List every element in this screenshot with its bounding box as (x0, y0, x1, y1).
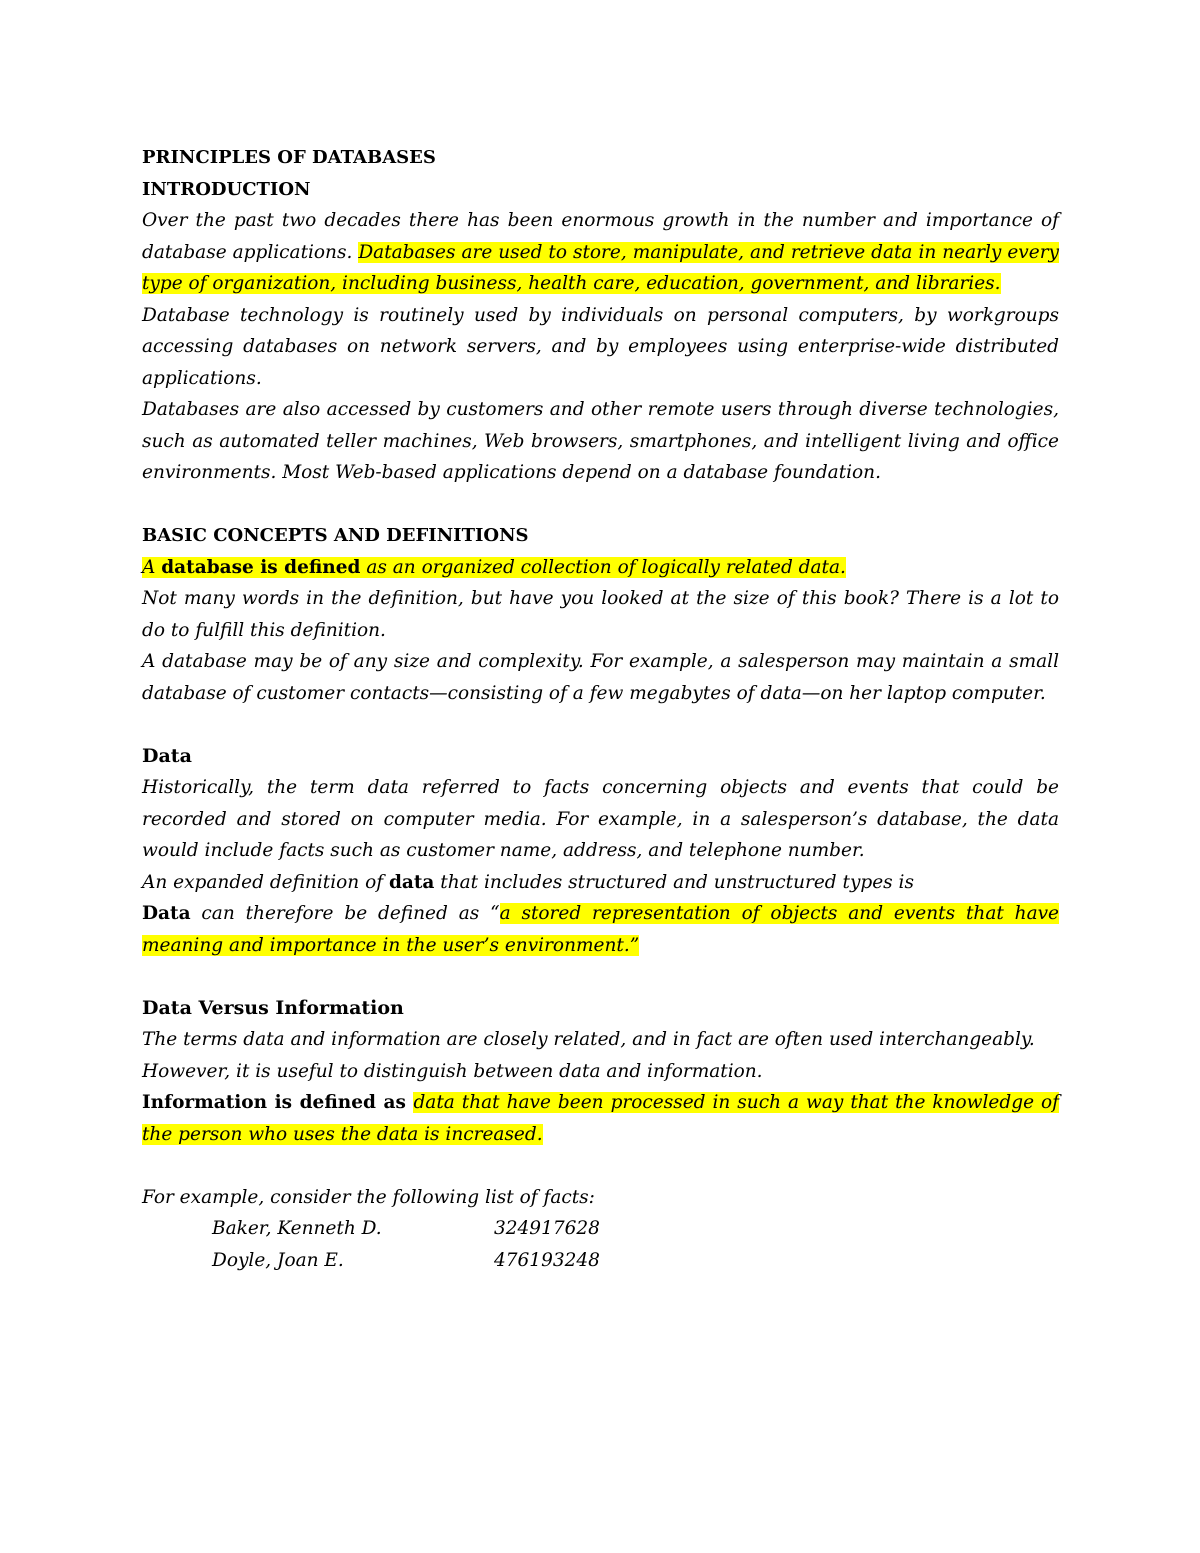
spacer (142, 709, 1059, 741)
definition-term: database is defined (161, 556, 361, 578)
intro-p1-highlight: Databases are used to store, manipulate, and retrieve data in nearly every type of organization, including business, health care, education, government, and libraries. (142, 241, 1059, 294)
definition-prefix: A (142, 556, 162, 578)
information-definition-term: Information is defined as (142, 1092, 414, 1113)
document-body (142, 142, 1059, 1276)
basic-paragraph-3: A database may be of any size and complexity. For example, a salesperson may maintain a small database of customer contacts—consisting of a few megabytes of data—on her laptop computer. (142, 651, 1059, 704)
fact-number: 324917628 (494, 1218, 600, 1239)
intro-paragraph-2: Database technology is routinely used by individuals on personal computers, by workgroups accessing databases on network servers, and by employees using enterprise-wide distributed applications. (142, 304, 1059, 389)
dvi-paragraph-1: The terms data and information are closely related, and in fact are often used interchangeably. (142, 1029, 1035, 1050)
data-vs-information-heading: Data Versus Information (142, 996, 404, 1019)
information-definition (142, 1087, 1059, 1150)
intro-p1-text: Over the past two decades there has been enormous growth in the number and importance of database applications. (142, 210, 1059, 263)
fact-number: 476193248 (494, 1249, 600, 1271)
fact-name: Baker, Kenneth D. (212, 1218, 382, 1239)
data-paragraph-1: Historically, the term data referred to facts concerning objects and events that could be recorded and stored on computer media. For example, in a salesperson’s database, the data would include facts such as customer name, address, and telephone number. (142, 777, 1059, 861)
dvi-paragraph-2: However, it is useful to distinguish between data and information. (142, 1060, 763, 1082)
data-definition-term: Data (142, 903, 191, 924)
data-definition-text: can therefore be defined as “ (190, 903, 500, 924)
data-p2-text-b: that includes structured and unstructured types is (434, 871, 914, 893)
database-definition-highlight (142, 557, 846, 578)
document-title: PRINCIPLES OF DATABASES (142, 147, 436, 168)
intro-paragraph-1 (142, 205, 1059, 300)
introduction-heading: INTRODUCTION (142, 178, 311, 200)
intro-paragraph-3: Databases are also accessed by customers and other remote users through diverse technologies, such as automated teller machines, Web browsers, smartphones, and intelligent living and office environments. Most Web-based applications depend on a database foundation. (142, 399, 1059, 483)
basic-concepts-heading: BASIC CONCEPTS AND DEFINITIONS (142, 525, 529, 546)
definition-text: as an organized collection of logically related data. (360, 556, 846, 578)
data-heading: Data (142, 744, 192, 767)
fact-name: Doyle, Joan E. (212, 1249, 344, 1271)
example-intro: For example, consider the following list of facts: (142, 1186, 595, 1208)
data-definition (142, 898, 1059, 961)
data-paragraph-2 (142, 867, 1059, 899)
spacer (142, 961, 1059, 993)
database-definition (142, 552, 1059, 584)
list-item (142, 1213, 1059, 1245)
data-p2-text-a: An expanded definition of (142, 871, 389, 893)
data-p2-term: data (388, 871, 435, 893)
list-item (142, 1245, 1059, 1277)
basic-paragraph-2: Not many words in the definition, but have you looked at the size of this book? There is a lot to do to fulfill this definition. (142, 588, 1059, 641)
spacer (142, 489, 1059, 521)
spacer (142, 1150, 1059, 1182)
data-definition-highlight: a stored representation of objects and events that have meaning and importance in the user’s environment.” (142, 903, 1059, 956)
information-definition-highlight: data that have been processed in such a way that the knowledge of the person who uses the data is increased. (142, 1092, 1059, 1145)
